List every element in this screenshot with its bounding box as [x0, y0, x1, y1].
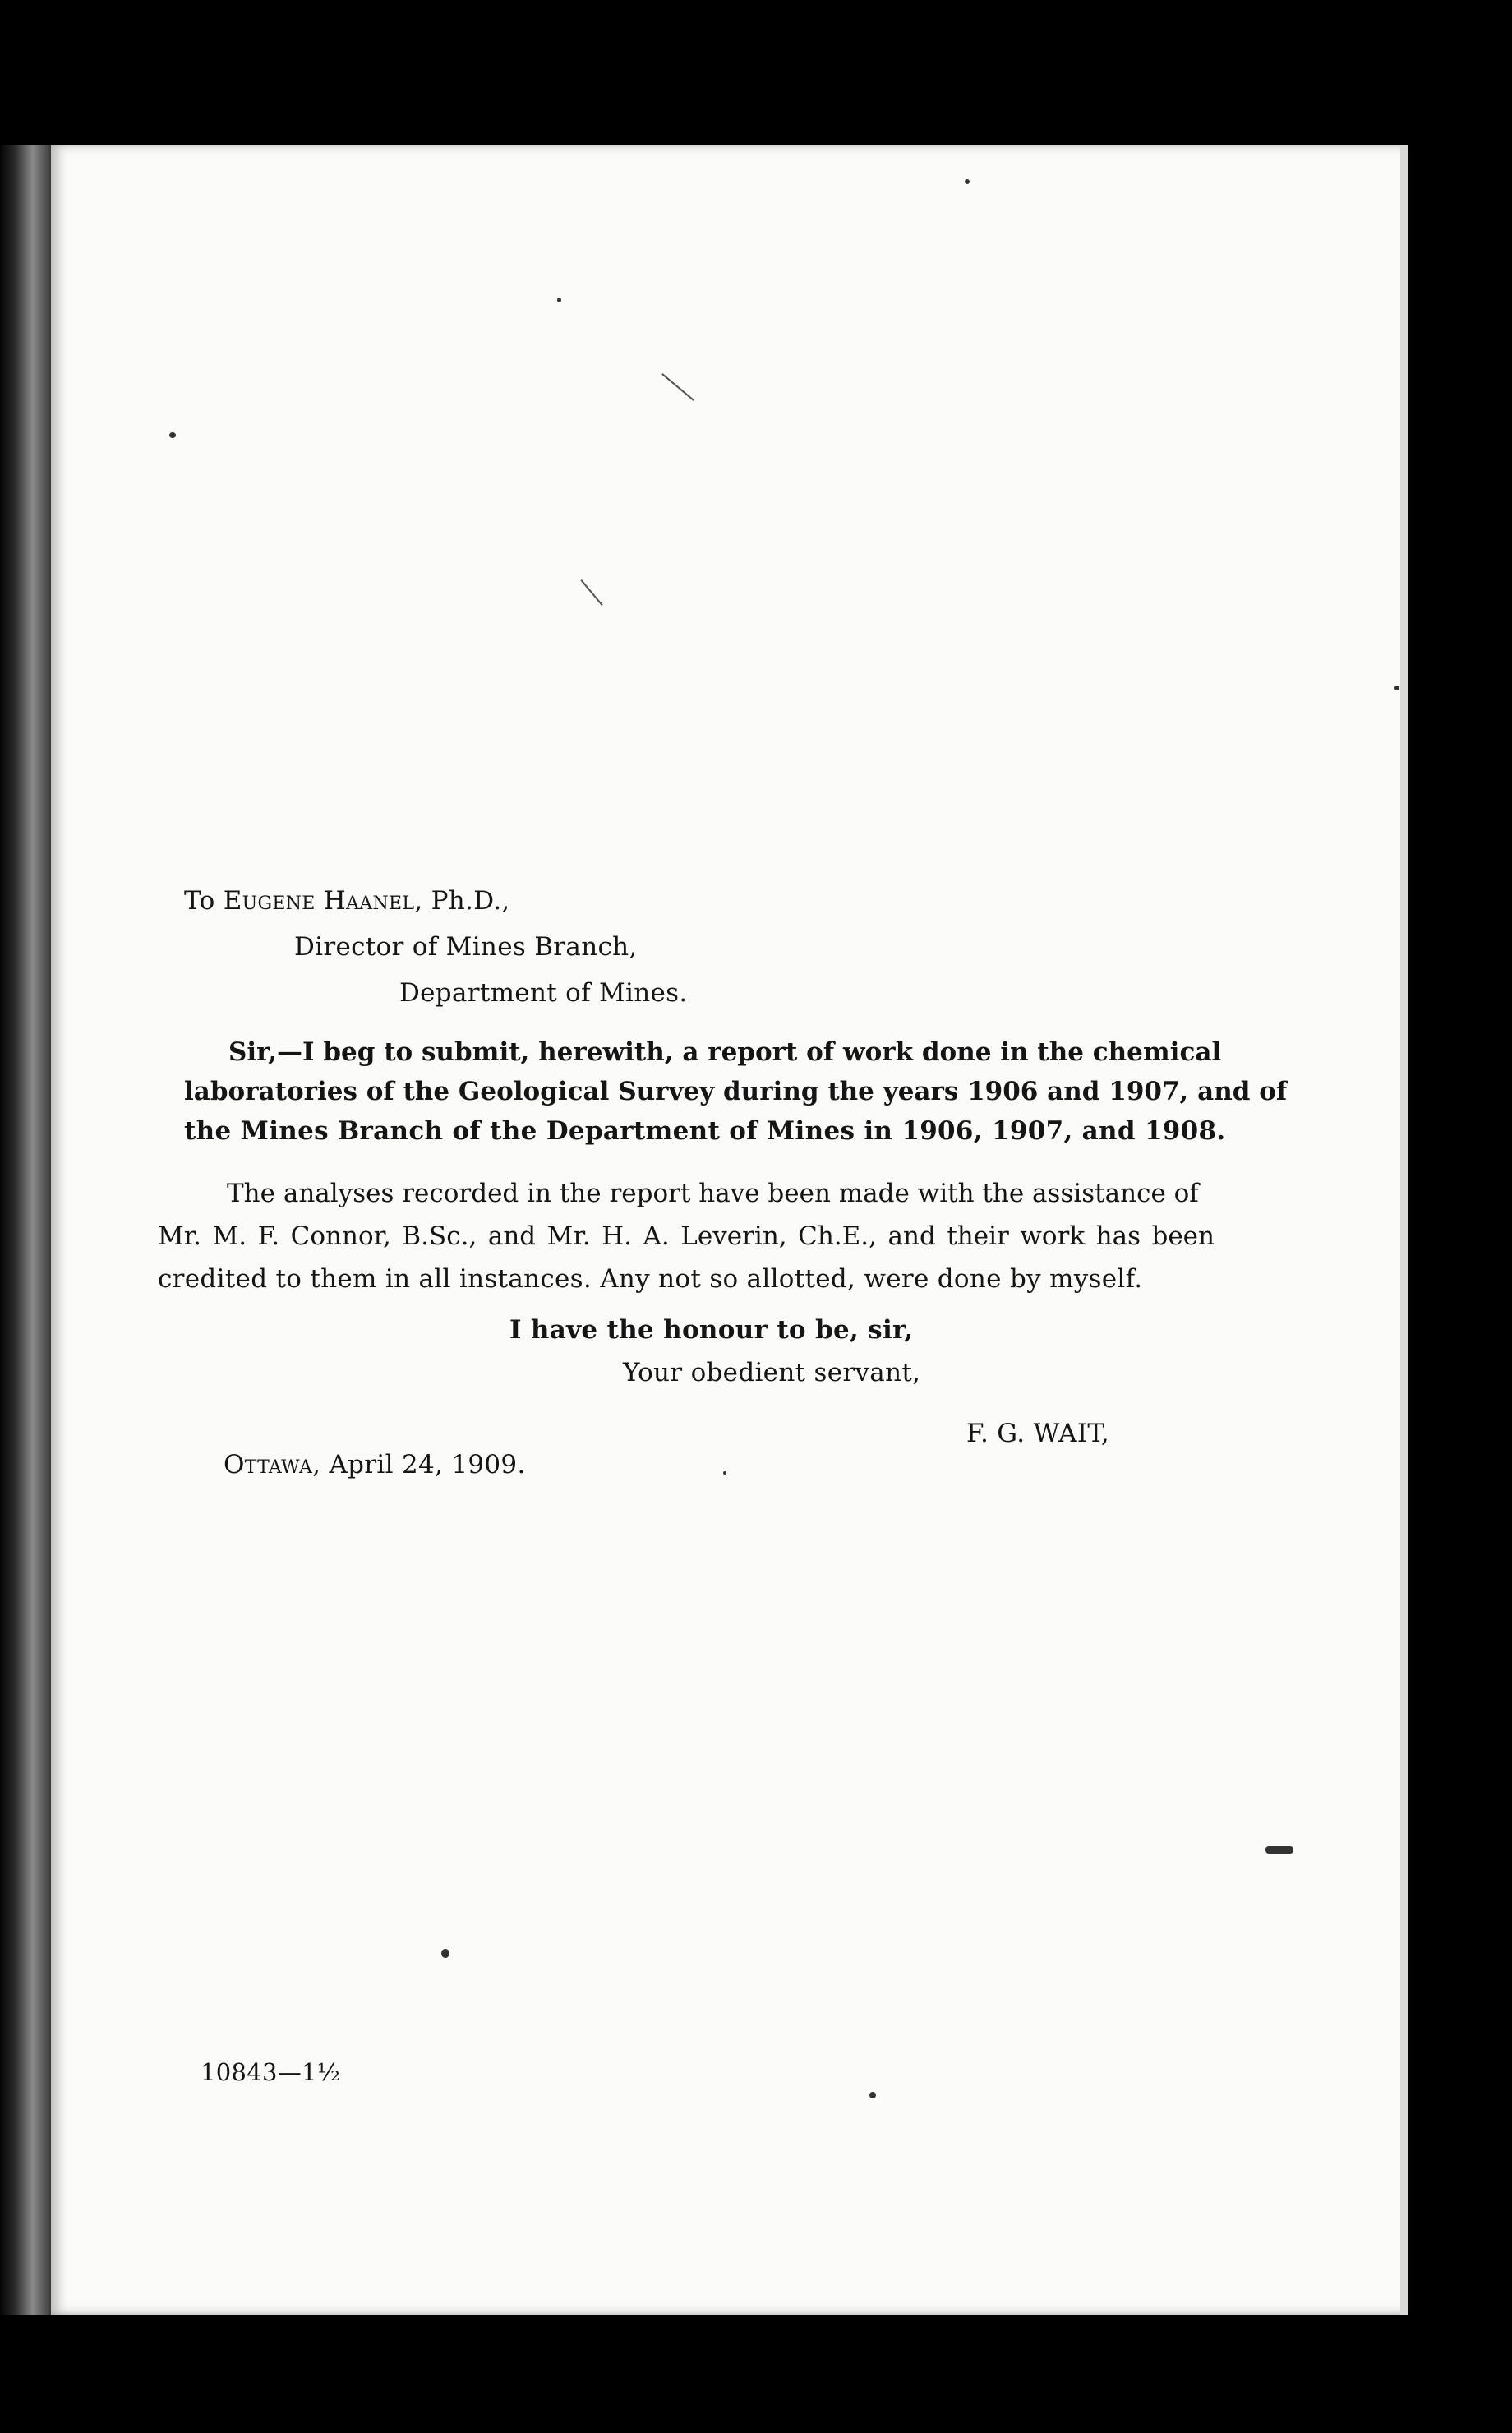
paragraph-2-line-2: Mr. M. F. Connor, B.Sc., and Mr. H. A. Leverin, Ch.E., and their work has been	[158, 1221, 1215, 1251]
printer-signature-mark: 10843—1½	[201, 2058, 341, 2086]
page-right-edge	[1400, 145, 1408, 2315]
dateline-date: , April 24, 1909.	[312, 1450, 526, 1480]
dust-mark	[1265, 1846, 1293, 1854]
dust-speck	[723, 1471, 726, 1475]
closing-line-2: Your obedient servant,	[623, 1358, 921, 1387]
closing-line-1: I have the honour to be, sir,	[509, 1315, 914, 1345]
addressee-name: Eugene Haanel	[223, 886, 415, 916]
dust-speck	[169, 432, 176, 438]
paragraph-1-line-2: laboratories of the Geological Survey during the years 1906 and 1907, and of	[184, 1077, 1288, 1106]
paragraph-1-line-1: Sir,—I beg to submit, herewith, a report of work done in the chemical	[228, 1037, 1222, 1067]
dust-speck	[869, 2092, 876, 2098]
paragraph-2-line-3: credited to them in all instances. Any not so allotted, were done by myself.	[158, 1264, 1143, 1294]
addressee-line-3: Department of Mines.	[399, 978, 688, 1008]
dust-speck	[557, 298, 561, 302]
paragraph-1-line-3: the Mines Branch of the Department of Mines in 1906, 1907, and 1908.	[184, 1116, 1226, 1146]
addressee-suffix: , Ph.D.,	[414, 886, 510, 916]
facing-page-edge	[0, 145, 51, 2315]
dateline-place: Ottawa	[224, 1450, 313, 1480]
dateline	[224, 1450, 526, 1480]
paragraph-2-line-1: The analyses recorded in the report have been made with the assistance of	[227, 1179, 1199, 1208]
dust-speck	[441, 1949, 449, 1958]
dust-speck	[965, 179, 970, 184]
addressee-line-2: Director of Mines Branch,	[294, 932, 638, 962]
addressee-prefix: To	[184, 886, 215, 916]
signature: F. G. WAIT,	[966, 1419, 1109, 1448]
addressee-line-1	[184, 886, 510, 916]
dust-speck	[1394, 686, 1399, 690]
